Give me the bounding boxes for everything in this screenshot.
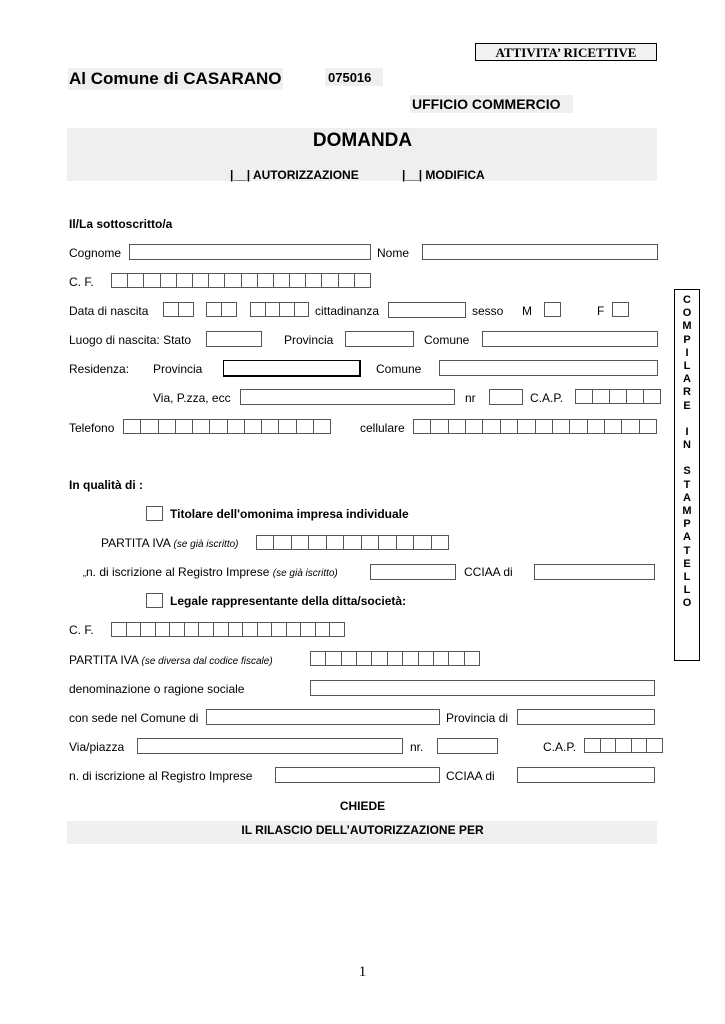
birth-state-field[interactable] bbox=[206, 331, 262, 347]
vert-letter: A bbox=[683, 373, 691, 386]
owner-vat-note: (se già iscritto) bbox=[173, 539, 239, 550]
owner-vat-label bbox=[101, 536, 239, 550]
vert-letter: L bbox=[683, 570, 691, 583]
vert-letter: M bbox=[682, 505, 692, 517]
birth-state-label: Luogo di nascita: Stato bbox=[69, 333, 192, 347]
female-label: F bbox=[597, 304, 605, 318]
page-title: DOMANDA bbox=[312, 130, 413, 151]
request-verb: CHIEDE bbox=[339, 799, 386, 813]
surname-field[interactable] bbox=[129, 244, 371, 260]
company-cciaa-label: CCIAA di bbox=[446, 769, 495, 783]
owner-cciaa-label: CCIAA di bbox=[464, 565, 513, 579]
company-registry-label: n. di iscrizione al Registro Imprese bbox=[69, 769, 253, 783]
vert-letter: E bbox=[683, 557, 691, 570]
number-field[interactable] bbox=[489, 389, 523, 405]
residence-label: Residenza: bbox=[69, 362, 130, 376]
birth-province-label: Provincia bbox=[284, 333, 334, 347]
surname-label: Cognome bbox=[69, 246, 122, 260]
birth-province-field[interactable] bbox=[345, 331, 414, 347]
vert-letter: O bbox=[682, 597, 692, 610]
activity-type: ATTIVITA’ RICETTIVE bbox=[495, 45, 637, 60]
residence-province-field[interactable] bbox=[223, 360, 361, 377]
citizenship-label: cittadinanza bbox=[315, 304, 380, 318]
owner-registry-note: (se già iscritto) bbox=[272, 568, 338, 579]
capacity-heading: In qualità di : bbox=[69, 478, 143, 492]
zip-field[interactable] bbox=[575, 389, 661, 404]
company-street-field[interactable] bbox=[137, 738, 403, 754]
office-name: UFFICIO COMMERCIO bbox=[412, 96, 561, 112]
phone-label: Telefono bbox=[69, 421, 115, 435]
vert-letter: R bbox=[683, 386, 691, 399]
company-vat-note: (se diversa dal codice fiscale) bbox=[141, 656, 273, 667]
page-number: 1 bbox=[358, 964, 367, 980]
birth-comune-field[interactable] bbox=[482, 331, 658, 347]
business-name-field[interactable] bbox=[310, 680, 655, 696]
applicant-heading: Il/La sottoscritto/a bbox=[69, 217, 173, 231]
zip-label: C.A.P. bbox=[530, 391, 564, 405]
name-field[interactable] bbox=[422, 244, 658, 260]
company-vat-field[interactable] bbox=[310, 651, 480, 666]
owner-registry-prefix: „ bbox=[83, 568, 86, 578]
vert-letter: P bbox=[683, 518, 691, 531]
owner-checkbox[interactable] bbox=[146, 506, 163, 521]
option-authorization[interactable]: |__| AUTORIZZAZIONE bbox=[230, 168, 359, 182]
owner-registry-text: n. di iscrizione al Registro Imprese bbox=[86, 565, 270, 579]
fiscal-code-field[interactable] bbox=[111, 273, 371, 288]
owner-registry-field[interactable] bbox=[370, 564, 456, 580]
number-label: nr bbox=[465, 391, 476, 405]
company-zip-field[interactable] bbox=[584, 738, 663, 753]
male-checkbox[interactable] bbox=[544, 302, 561, 317]
street-field[interactable] bbox=[240, 389, 455, 405]
legal-rep-checkbox[interactable] bbox=[146, 593, 163, 608]
legal-rep-label: Legale rappresentante della ditta/società: bbox=[170, 594, 407, 608]
vert-letter: T bbox=[683, 478, 691, 491]
company-cciaa-field[interactable] bbox=[517, 767, 655, 783]
seat-comune-field[interactable] bbox=[206, 709, 440, 725]
vert-letter bbox=[675, 413, 699, 426]
female-checkbox[interactable] bbox=[612, 302, 629, 317]
vert-letter: L bbox=[683, 359, 691, 372]
vert-letter: E bbox=[683, 399, 691, 412]
company-street-label: Via/piazza bbox=[69, 740, 125, 754]
owner-registry-label bbox=[83, 565, 338, 579]
vert-letter: I bbox=[685, 346, 689, 359]
owner-vat-field[interactable] bbox=[256, 535, 449, 550]
street-label: Via, P.zza, ecc bbox=[153, 391, 231, 405]
vert-letter: A bbox=[683, 531, 691, 544]
birth-month-field[interactable] bbox=[206, 302, 237, 317]
residence-province-label: Provincia bbox=[153, 362, 203, 376]
residence-comune-field[interactable] bbox=[439, 360, 658, 376]
vert-letter: L bbox=[683, 584, 691, 597]
vert-letter: O bbox=[682, 307, 692, 320]
fiscal-code-label: C. F. bbox=[69, 275, 94, 289]
owner-vat-text: PARTITA IVA bbox=[101, 536, 171, 550]
sex-label: sesso bbox=[472, 304, 504, 318]
activity-type-box bbox=[475, 43, 657, 61]
phone-field[interactable] bbox=[123, 419, 331, 434]
company-number-label: nr. bbox=[410, 740, 424, 754]
option-modify[interactable]: |__| MODIFICA bbox=[402, 168, 485, 182]
company-vat-label bbox=[69, 653, 273, 667]
seat-province-label: Provincia di bbox=[446, 711, 509, 725]
residence-comune-label: Comune bbox=[376, 362, 422, 376]
vert-letter: P bbox=[683, 333, 691, 346]
company-zip-label: C.A.P. bbox=[543, 740, 577, 754]
seat-comune-label: con sede nel Comune di bbox=[69, 711, 199, 725]
citizenship-field[interactable] bbox=[388, 302, 466, 318]
company-number-field[interactable] bbox=[437, 738, 498, 754]
birth-comune-label: Comune bbox=[424, 333, 470, 347]
male-label: M bbox=[522, 304, 532, 318]
vert-letter bbox=[675, 452, 699, 465]
company-fiscal-label: C. F. bbox=[69, 623, 94, 637]
vert-letter: S bbox=[683, 465, 691, 478]
owner-label: Titolare dell'omonima impresa individuale bbox=[170, 507, 409, 521]
birth-day-field[interactable] bbox=[163, 302, 194, 317]
birth-date-label: Data di nascita bbox=[69, 304, 149, 318]
comune-code: 075016 bbox=[328, 70, 372, 85]
vert-letter: T bbox=[683, 544, 691, 557]
vert-letter: A bbox=[683, 491, 691, 504]
mobile-label: cellulare bbox=[360, 421, 405, 435]
vert-letter: N bbox=[683, 439, 691, 452]
mobile-field[interactable] bbox=[413, 419, 657, 434]
request-subject: IL RILASCIO DELL’AUTORIZZAZIONE PER bbox=[241, 823, 484, 837]
company-registry-field[interactable] bbox=[275, 767, 440, 783]
seat-province-field[interactable] bbox=[517, 709, 655, 725]
vert-letter: I bbox=[685, 425, 689, 438]
fill-in-block-letters-note bbox=[674, 289, 700, 661]
name-label: Nome bbox=[377, 246, 410, 260]
vert-letter: C bbox=[683, 294, 691, 306]
birth-year-field[interactable] bbox=[250, 302, 309, 317]
company-vat-text: PARTITA IVA bbox=[69, 653, 139, 667]
owner-cciaa-field[interactable] bbox=[534, 564, 655, 580]
vert-letter: M bbox=[682, 320, 692, 333]
comune-title: Al Comune di CASARANO bbox=[69, 69, 282, 88]
business-name-label: denominazione o ragione sociale bbox=[69, 682, 245, 696]
company-fiscal-field[interactable] bbox=[111, 622, 345, 637]
